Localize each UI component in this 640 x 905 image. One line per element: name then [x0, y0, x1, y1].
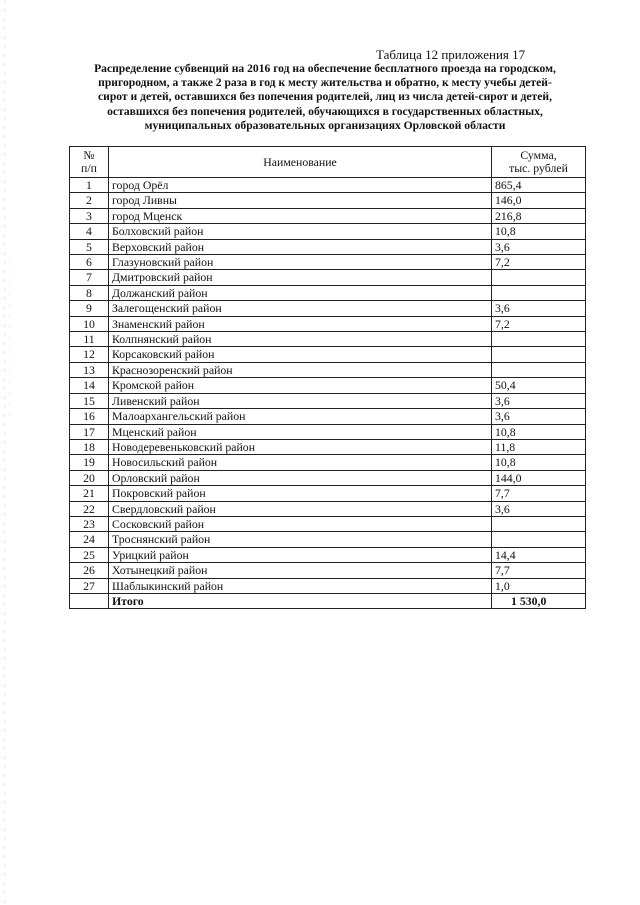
table-body — [70, 178, 586, 609]
row-name: Свердловский район — [109, 501, 492, 516]
row-sum: 7,7 — [492, 563, 586, 578]
row-name: Глазуновский район — [109, 255, 492, 270]
title-line: Распределение субвенций на 2016 год на обеспечение бесплатного проезда на городском, — [94, 62, 556, 75]
table-row — [70, 486, 586, 501]
row-number: 19 — [70, 455, 109, 470]
table-row — [70, 547, 586, 562]
row-number: 23 — [70, 516, 109, 531]
table-header-row — [70, 147, 586, 178]
row-sum: 1,0 — [492, 578, 586, 593]
row-sum — [492, 332, 586, 347]
table-row — [70, 532, 586, 547]
row-sum: 3,6 — [492, 393, 586, 408]
row-number: 15 — [70, 393, 109, 408]
row-sum: 3,6 — [492, 301, 586, 316]
row-name: Дмитровский район — [109, 270, 492, 285]
row-name: Знаменский район — [109, 316, 492, 331]
title-line: муниципальных образовательных организациях Орловской области — [144, 118, 506, 132]
header-sum-line1: Сумма, — [520, 148, 557, 162]
header-sum-line2: тыс. рублей — [509, 161, 568, 175]
row-number: 6 — [70, 255, 109, 270]
row-sum: 865,4 — [492, 178, 586, 193]
table-row — [70, 285, 586, 300]
scan-edge-mark — [4, 0, 5, 905]
row-number: 18 — [70, 439, 109, 454]
row-number: 11 — [70, 332, 109, 347]
scan-edge-mark — [9, 260, 10, 420]
row-name: Новодеревеньковский район — [109, 439, 492, 454]
row-name: Болховский район — [109, 224, 492, 239]
row-number: 26 — [70, 563, 109, 578]
table-row — [70, 563, 586, 578]
table-row — [70, 224, 586, 239]
table-row — [70, 239, 586, 254]
header-number-line1: № — [83, 148, 95, 162]
table-row — [70, 470, 586, 485]
table-row — [70, 439, 586, 454]
row-number: 5 — [70, 239, 109, 254]
header-number-line2: п/п — [81, 161, 97, 175]
table-row — [70, 301, 586, 316]
row-sum — [492, 516, 586, 531]
row-sum: 3,6 — [492, 409, 586, 424]
row-name: Хотынецкий район — [109, 563, 492, 578]
row-number: 21 — [70, 486, 109, 501]
total-num — [70, 593, 109, 608]
row-name: Корсаковский район — [109, 347, 492, 362]
row-number: 13 — [70, 362, 109, 377]
row-sum: 10,8 — [492, 424, 586, 439]
row-number: 4 — [70, 224, 109, 239]
row-sum: 7,2 — [492, 316, 586, 331]
row-sum: 14,4 — [492, 547, 586, 562]
row-number: 22 — [70, 501, 109, 516]
row-sum: 10,8 — [492, 224, 586, 239]
row-sum — [492, 532, 586, 547]
row-name: Колпнянский район — [109, 332, 492, 347]
row-number: 12 — [70, 347, 109, 362]
row-sum: 10,8 — [492, 455, 586, 470]
row-name: город Мценск — [109, 208, 492, 223]
row-number: 7 — [70, 270, 109, 285]
row-number: 1 — [70, 178, 109, 193]
table-row — [70, 409, 586, 424]
table-row — [70, 316, 586, 331]
table-row — [70, 378, 586, 393]
row-sum: 50,4 — [492, 378, 586, 393]
header-sum — [492, 147, 586, 178]
row-number: 17 — [70, 424, 109, 439]
row-name: Сосковский район — [109, 516, 492, 531]
table-row — [70, 193, 586, 208]
row-sum: 7,2 — [492, 255, 586, 270]
header-name: Наименование — [109, 147, 492, 178]
table-row — [70, 332, 586, 347]
row-name: Малоархангельский район — [109, 409, 492, 424]
table-row — [70, 424, 586, 439]
row-name: Мценский район — [109, 424, 492, 439]
row-number: 16 — [70, 409, 109, 424]
table-row — [70, 393, 586, 408]
table-row — [70, 178, 586, 193]
title-line: пригородном, а также 2 раза в год к месту жительства и обратно, к месту учебы детей- — [98, 76, 552, 90]
row-name: Новосильский район — [109, 455, 492, 470]
table-row — [70, 270, 586, 285]
row-sum: 144,0 — [492, 470, 586, 485]
table-row — [70, 578, 586, 593]
row-name: город Ливны — [109, 193, 492, 208]
row-sum: 7,7 — [492, 486, 586, 501]
row-sum — [492, 362, 586, 377]
table-row — [70, 455, 586, 470]
title-line: сирот и детей, оставшихся без попечения родителей, лиц из числа детей-сирот и детей, — [98, 90, 552, 104]
row-sum — [492, 347, 586, 362]
row-name: Покровский район — [109, 486, 492, 501]
row-number: 25 — [70, 547, 109, 562]
row-number: 10 — [70, 316, 109, 331]
table-total-row — [70, 593, 586, 608]
row-number: 9 — [70, 301, 109, 316]
row-name: Залегощенский район — [109, 301, 492, 316]
row-number: 20 — [70, 470, 109, 485]
table-row — [70, 501, 586, 516]
subsidy-allocation-table — [69, 146, 586, 609]
table-row — [70, 516, 586, 531]
row-name: Ливенский район — [109, 393, 492, 408]
table-row — [70, 362, 586, 377]
row-sum: 216,8 — [492, 208, 586, 223]
document-title — [60, 62, 590, 133]
row-name: Троснянский район — [109, 532, 492, 547]
row-sum — [492, 270, 586, 285]
row-name: Орловский район — [109, 470, 492, 485]
table-row — [70, 255, 586, 270]
row-name: Шаблыкинский район — [109, 578, 492, 593]
table-row — [70, 208, 586, 223]
row-name: Краснозоренский район — [109, 362, 492, 377]
row-sum: 146,0 — [492, 193, 586, 208]
row-number: 8 — [70, 285, 109, 300]
row-number: 2 — [70, 193, 109, 208]
row-sum — [492, 285, 586, 300]
row-name: Верховский район — [109, 239, 492, 254]
row-name: город Орёл — [109, 178, 492, 193]
total-name: Итого — [109, 593, 492, 608]
row-name: Урицкий район — [109, 547, 492, 562]
row-number: 27 — [70, 578, 109, 593]
row-name: Кромской район — [109, 378, 492, 393]
title-line: оставшихся без попечения родителей, обучающихся в государственных областных, — [107, 104, 543, 118]
row-sum: 11,8 — [492, 439, 586, 454]
row-name: Должанский район — [109, 285, 492, 300]
row-number: 24 — [70, 532, 109, 547]
total-sum: 1 530,0 — [492, 593, 586, 608]
row-number: 14 — [70, 378, 109, 393]
row-sum: 3,6 — [492, 239, 586, 254]
table-row — [70, 347, 586, 362]
table-reference: Таблица 12 приложения 17 — [376, 47, 526, 62]
row-sum: 3,6 — [492, 501, 586, 516]
row-number: 3 — [70, 208, 109, 223]
header-number — [70, 147, 109, 178]
